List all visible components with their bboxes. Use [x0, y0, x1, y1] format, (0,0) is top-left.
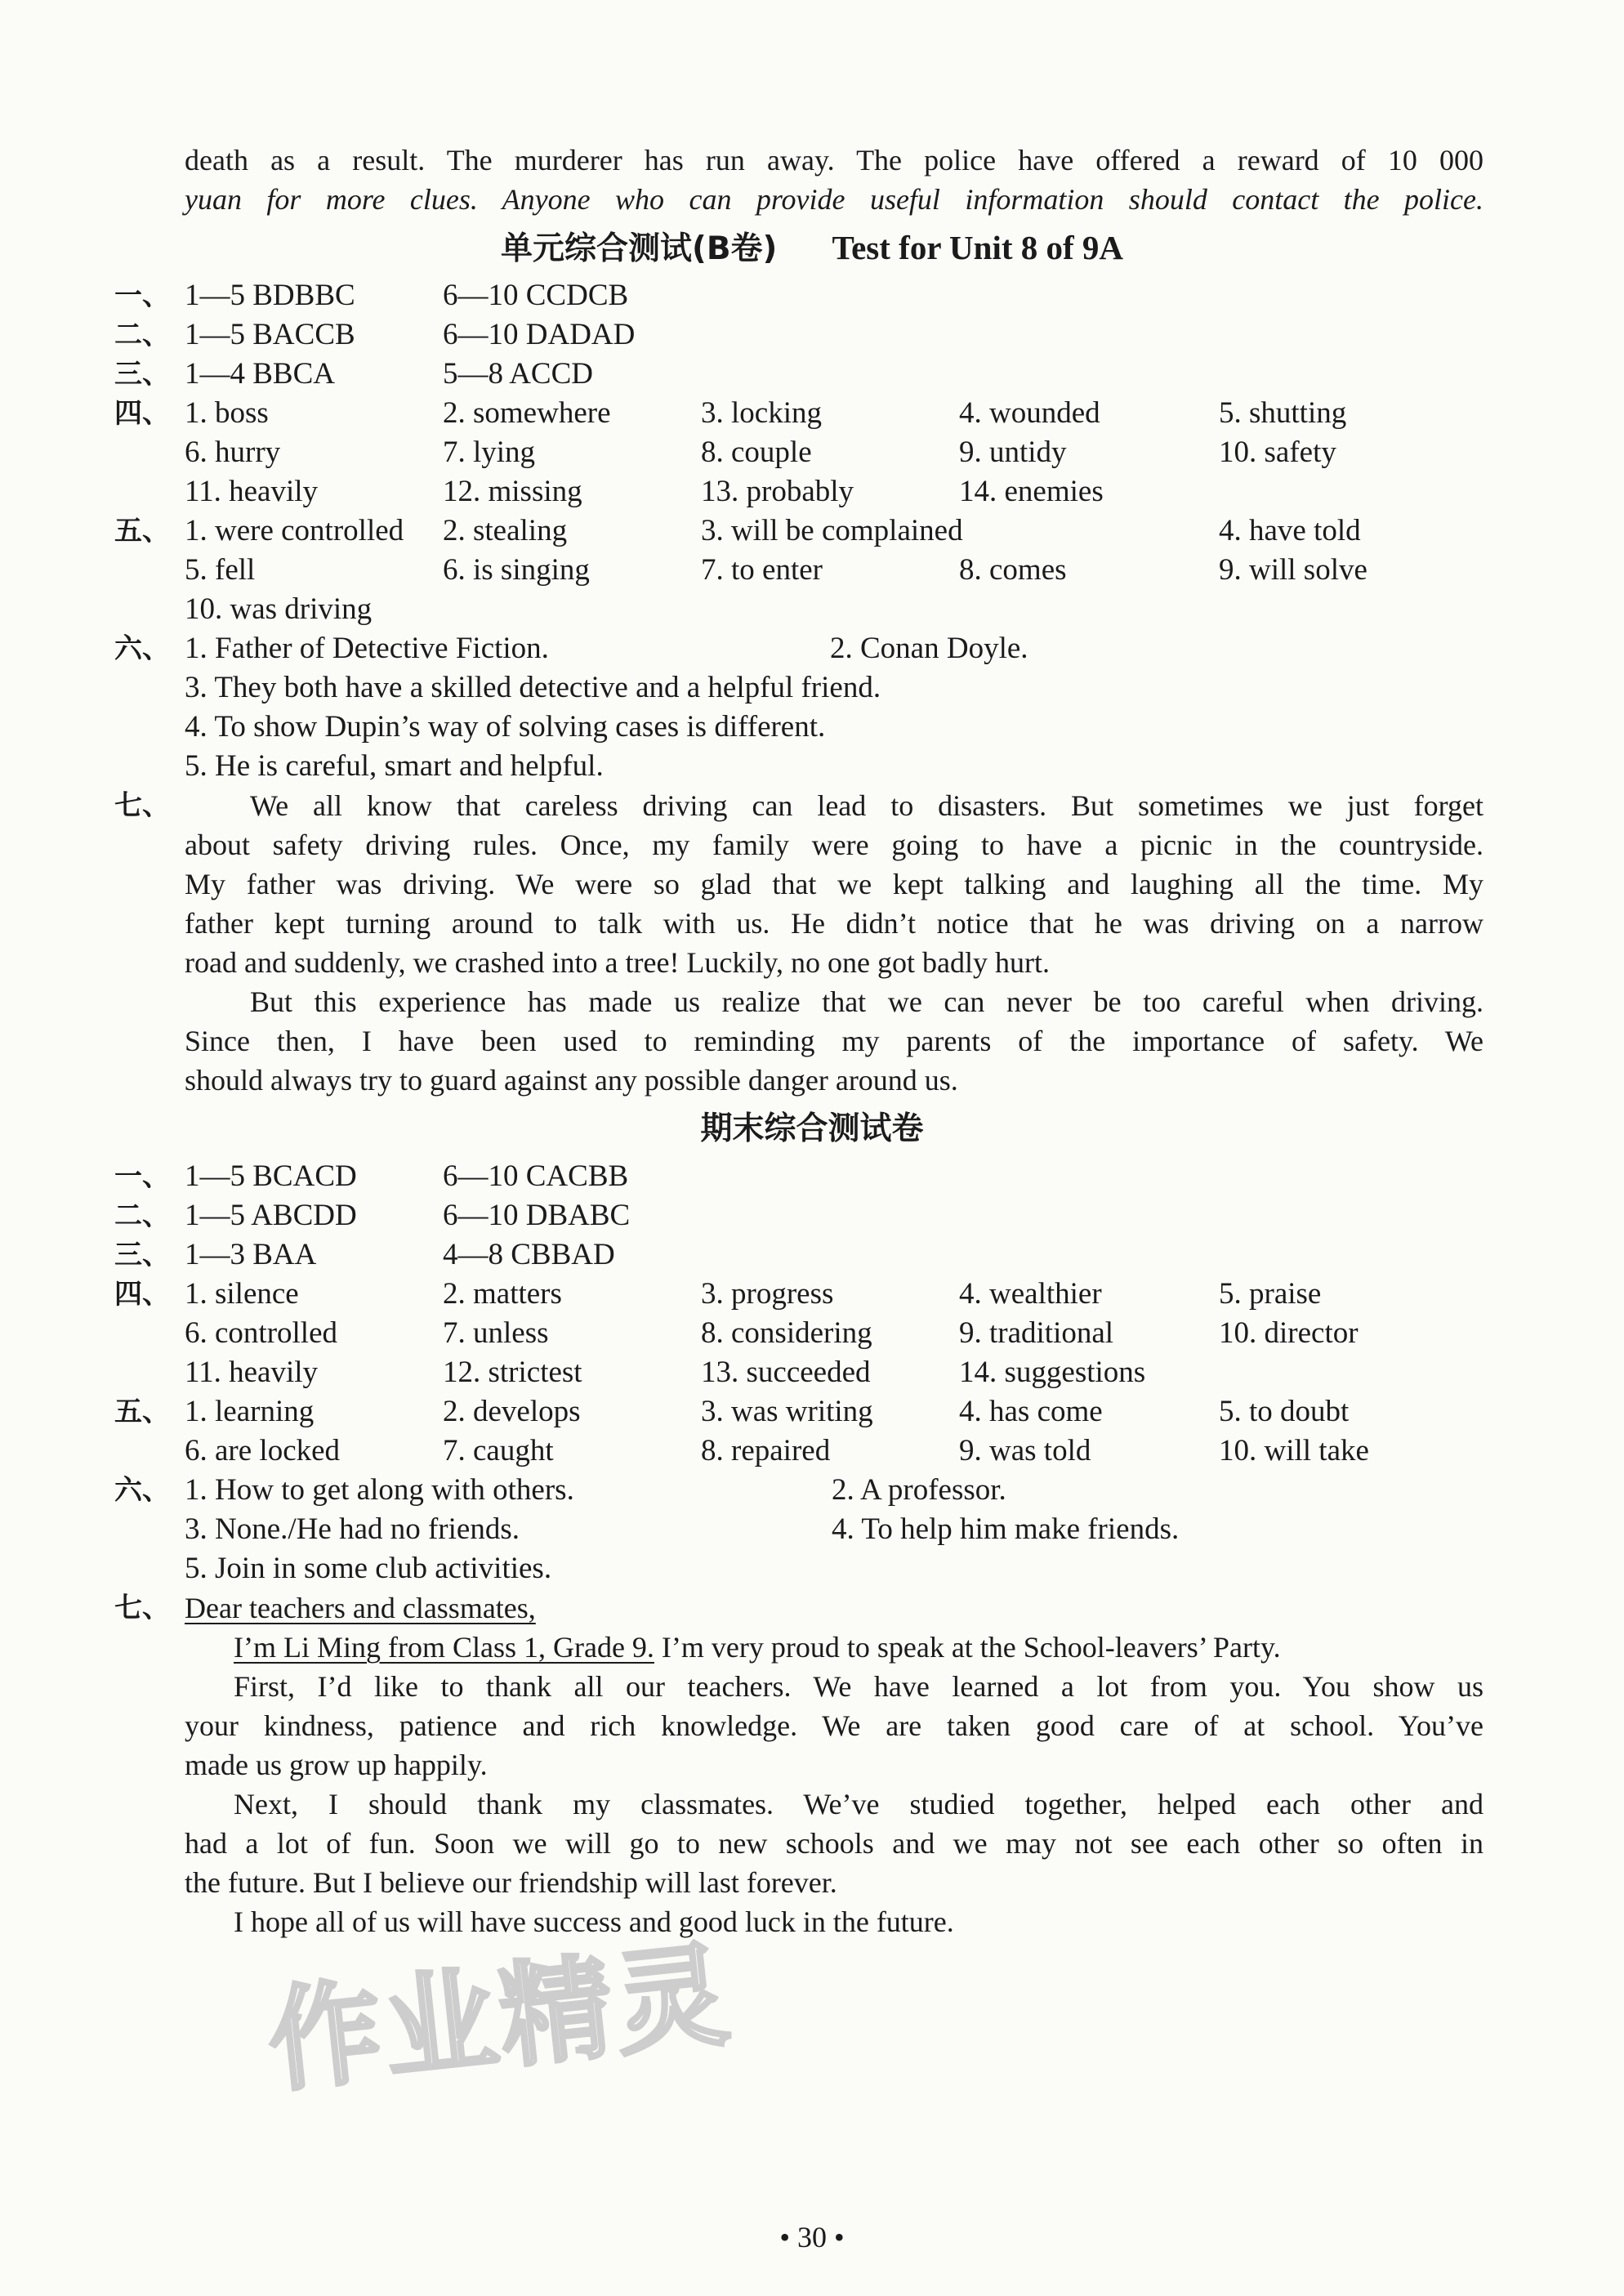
answer-item: 5. fell: [185, 553, 256, 587]
answer-item: 10. safety: [1219, 436, 1336, 469]
answer-group: 4—8 CBBAD: [443, 1238, 615, 1271]
answer-item: 7. lying: [443, 436, 536, 469]
answer-item: 5. shutting: [1219, 396, 1347, 430]
unit-test-heading: [0, 228, 1624, 269]
letter-line: made us grow up happily.: [185, 1749, 488, 1781]
answer-item: 9. untidy: [959, 436, 1067, 469]
answer-item: 9. traditional: [959, 1316, 1114, 1350]
answer-group: 6—10 DBABC: [443, 1199, 631, 1232]
section-label: 一、: [114, 1160, 170, 1193]
unit-test-heading-cn: 单元综合测试(B卷): [501, 230, 778, 267]
answer-item: 10. director: [1219, 1316, 1359, 1350]
answer-item: 3. progress: [701, 1277, 834, 1311]
letter-line: I hope all of us will have success and good luck in the future.: [234, 1905, 954, 1938]
answer-item: 1. silence: [185, 1277, 299, 1311]
essay-line: road and suddenly, we crashed into a tree! Luckily, no one got badly hurt.: [185, 946, 1051, 979]
essay-line: father kept turning around to talk with us. He didn’t notice that he was driving on a narrow: [185, 907, 1483, 940]
answer-item: 8. repaired: [701, 1434, 831, 1467]
answer-item: 5. He is careful, smart and helpful.: [185, 749, 604, 783]
answer-item: 1. learning: [185, 1395, 315, 1428]
essay-line: should always try to guard against any possible danger around us.: [185, 1064, 958, 1097]
answer-item: 7. unless: [443, 1316, 549, 1350]
answer-group: 1—5 ABCDD: [185, 1199, 357, 1232]
section-label: 四、: [114, 397, 170, 430]
answer-item: 6. hurry: [185, 436, 281, 469]
essay-line: about safety driving rules. Once, my family were going to have a picnic in the countryside.: [185, 829, 1483, 861]
answer-item: 2. stealing: [443, 514, 568, 547]
answer-group: 1—5 BCACD: [185, 1159, 357, 1193]
answer-item: 8. considering: [701, 1316, 872, 1350]
answer-item: 2. Conan Doyle.: [830, 632, 1028, 665]
answer-item: 2. A professor.: [832, 1473, 1006, 1507]
answer-group: 6—10 CACBB: [443, 1159, 629, 1193]
answer-item: 3. They both have a skilled detective and a helpful friend.: [185, 671, 881, 704]
letter-line: had a lot of fun. Soon we will go to new schools and we may not see each other so often in: [185, 1827, 1483, 1860]
answer-item: 1. How to get along with others.: [185, 1473, 574, 1507]
answer-item: 8. couple: [701, 436, 812, 469]
answer-item: 6. is singing: [443, 553, 590, 587]
answer-item: 2. matters: [443, 1277, 562, 1311]
answer-group: 6—10 CCDCB: [443, 279, 629, 312]
page-number: • 30 •: [779, 2221, 845, 2254]
answer-item: 2. somewhere: [443, 396, 611, 430]
answer-item: 5. to doubt: [1219, 1395, 1350, 1428]
answer-item: 3. locking: [701, 396, 822, 430]
answer-item: 9. was told: [959, 1434, 1091, 1467]
intro-line-2: yuan for more clues. Anyone who can provide useful information should contact the police.: [185, 183, 1483, 216]
answer-item: 4. has come: [959, 1395, 1103, 1428]
answer-group: 1—5 BACCB: [185, 318, 355, 351]
final-test-heading: 期末综合测试卷: [700, 1110, 924, 1147]
section-label: 七、: [114, 1592, 170, 1624]
section-label: 二、: [114, 1199, 170, 1232]
answer-group: 5—8 ACCD: [443, 357, 594, 391]
answer-item: 3. None./He had no friends.: [185, 1512, 520, 1546]
answer-item: 13. probably: [701, 475, 854, 508]
section-label: 五、: [114, 515, 170, 547]
answer-item: 6. are locked: [185, 1434, 341, 1467]
answer-item: 13. succeeded: [701, 1356, 871, 1389]
section-label: 六、: [114, 632, 170, 665]
answer-item: 3. will be complained: [701, 514, 963, 547]
answer-item: 11. heavily: [185, 475, 319, 508]
answer-item: 14. suggestions: [959, 1356, 1146, 1389]
letter-intro-underlined: I’m Li Ming from Class 1, Grade 9.: [234, 1631, 654, 1664]
answer-item: 10. was driving: [185, 592, 373, 626]
answer-item: 12. strictest: [443, 1356, 582, 1389]
section-label: 六、: [114, 1474, 170, 1507]
section-label: 五、: [114, 1396, 170, 1428]
answer-item: 10. will take: [1219, 1434, 1369, 1467]
answer-item: 2. develops: [443, 1395, 581, 1428]
answer-item: 1. Father of Detective Fiction.: [185, 632, 549, 665]
answer-item: 3. was writing: [701, 1395, 873, 1428]
answer-item: 5. Join in some club activities.: [185, 1552, 552, 1585]
answer-item: 11. heavily: [185, 1356, 319, 1389]
answer-item: 14. enemies: [959, 475, 1104, 508]
section-label: 一、: [114, 279, 170, 312]
letter-intro-rest: I’m very proud to speak at the School-leavers’ Party.: [654, 1631, 1281, 1664]
essay-line: My father was driving. We were so glad that we kept talking and laughing all the time. My: [185, 868, 1483, 900]
essay-line: Since then, I have been used to reminding my parents of the importance of safety. We: [185, 1025, 1483, 1057]
answer-item: 4. To show Dupin’s way of solving cases is different.: [185, 710, 826, 744]
letter-intro: [234, 1628, 1483, 1667]
letter-line: First, I’d like to thank all our teachers. We have learned a lot from you. You show us: [234, 1670, 1483, 1703]
answer-item: 7. caught: [443, 1434, 554, 1467]
letter-line: your kindness, patience and rich knowledge. We are taken good care of at school. You’ve: [185, 1709, 1483, 1742]
answer-item: 9. will solve: [1219, 553, 1367, 587]
section-label: 四、: [114, 1278, 170, 1311]
answer-group: 1—3 BAA: [185, 1238, 317, 1271]
section-label: 七、: [114, 789, 170, 822]
answer-item: 4. wounded: [959, 396, 1100, 430]
watermark-logo: 作业精灵: [262, 1928, 738, 2108]
essay-line: But this experience has made us realize that we can never be too careful when driving.: [250, 985, 1483, 1018]
letter-line: Next, I should thank my classmates. We’ve studied together, helped each other and: [234, 1788, 1483, 1820]
answer-item: 12. missing: [443, 475, 582, 508]
answer-item: 4. have told: [1219, 514, 1361, 547]
answer-item: 1. were controlled: [185, 514, 404, 547]
letter-greeting: Dear teachers and classmates,: [185, 1592, 536, 1624]
section-label: 二、: [114, 319, 170, 351]
answer-item: 5. praise: [1219, 1277, 1322, 1311]
answer-item: 7. to enter: [701, 553, 823, 587]
unit-test-heading-en: Test for Unit 8 of 9A: [832, 229, 1123, 266]
section-label: 三、: [114, 358, 170, 391]
answer-item: 6. controlled: [185, 1316, 338, 1350]
answer-item: 4. wealthier: [959, 1277, 1102, 1311]
essay-line: We all know that careless driving can lead to disasters. But sometimes we just forget: [250, 789, 1483, 822]
answer-item: 4. To help him make friends.: [832, 1512, 1180, 1546]
letter-line: the future. But I believe our friendship will last forever.: [185, 1866, 837, 1899]
answer-group: 1—4 BBCA: [185, 357, 336, 391]
answer-item: 1. boss: [185, 396, 269, 430]
answer-item: 8. comes: [959, 553, 1067, 587]
answer-group: 1—5 BDBBC: [185, 279, 355, 312]
answer-group: 6—10 DADAD: [443, 318, 636, 351]
intro-line-1: death as a result. The murderer has run away. The police have offered a reward of 10 000: [185, 144, 1483, 176]
section-label: 三、: [114, 1239, 170, 1271]
